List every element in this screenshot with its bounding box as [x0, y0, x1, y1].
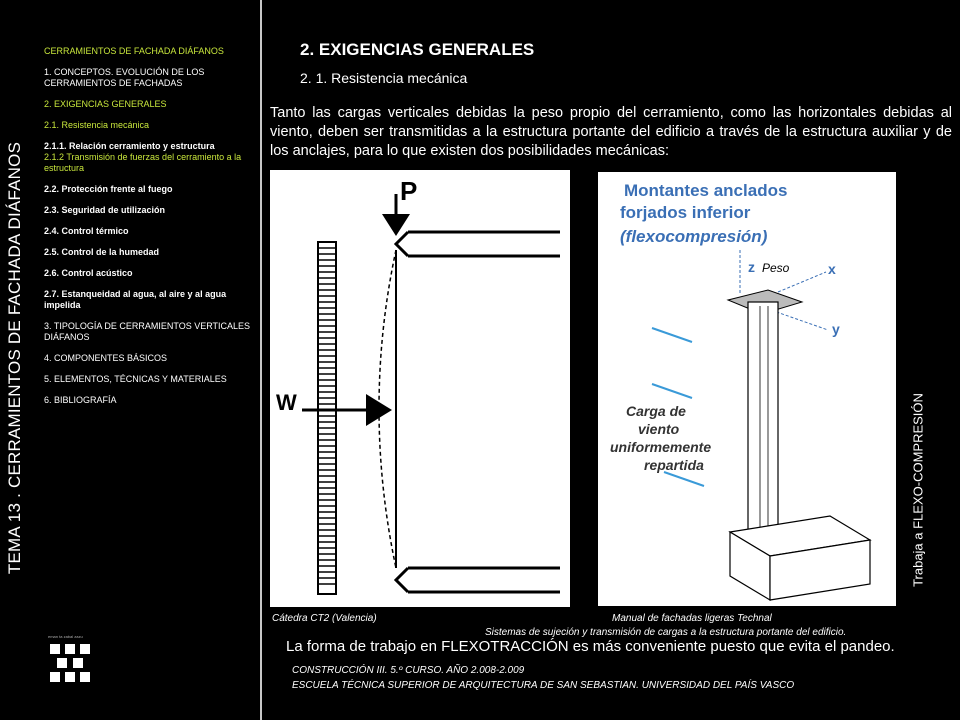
sidebar-nav [44, 46, 254, 416]
load-label-4: repartida [644, 457, 704, 473]
sidebar-item-tipologia[interactable]: 3. TIPOLOGÍA DE CERRAMIENTOS VERTICALES DIÁFANOS [44, 321, 251, 342]
axis-y-label: y [832, 321, 840, 337]
sidebar-item-bibliografia[interactable]: 6. BIBLIOGRAFÍA [44, 395, 117, 405]
sidebar-item-exigencias[interactable]: 2. EXIGENCIAS GENERALES [44, 99, 167, 109]
figure-mullion-diagram [598, 172, 896, 606]
footer-school: ESCUELA TÉCNICA SUPERIOR DE ARQUITECTURA DE SAN SEBASTIAN. UNIVERSIDAD DEL PAÍS VASCO [292, 680, 795, 691]
load-label-1: Carga de [626, 403, 686, 419]
sidebar-item-elementos[interactable]: 5. ELEMENTOS, TÉCNICAS Y MATERIALES [44, 374, 227, 384]
logo-mark-icon [48, 640, 92, 686]
university-logo [48, 634, 92, 686]
sidebar-item-componentes[interactable]: 4. COMPONENTES BÁSICOS [44, 353, 168, 363]
weight-label: Peso [762, 261, 790, 275]
caption-right: Manual de fachadas ligeras Technal [612, 613, 772, 624]
sidebar-item-seguridad[interactable]: 2.3. Seguridad de utilización [44, 205, 166, 215]
fig2-title-2: forjados inferior [620, 203, 751, 222]
footer-course: CONSTRUCCIÓN III. 5.º CURSO. AÑO 2.008-2.009 [292, 665, 525, 676]
conclusion-text: La forma de trabajo en FLEXOTRACCIÓN es más conveniente puesto que evita el pandeo. [286, 638, 895, 655]
sidebar-item-humedad[interactable]: 2.5. Control de la humedad [44, 247, 160, 257]
load-label-2: viento [638, 421, 680, 437]
side-label: Trabaja a FLEXO-COMPRESIÓN [910, 393, 926, 587]
caption-bottom: Sistemas de sujeción y transmisión de cargas a la estructura portante del edificio. [485, 627, 847, 638]
sidebar-item-acustico[interactable]: 2.6. Control acústico [44, 268, 133, 278]
sidebar-item-transmision[interactable]: 2.1.2 Transmisión de fuerzas del cerramiento a la estructura [44, 152, 242, 173]
sidebar-item-estanqueidad[interactable]: 2.7. Estanqueidad al agua, al aire y al agua impelida [44, 289, 227, 310]
sidebar-item-relacion[interactable]: 2.1.1. Relación cerramiento y estructura [44, 141, 215, 151]
force-p-label: P [400, 176, 418, 206]
fig2-title-1: Montantes anclados [624, 181, 788, 200]
logo-caption: eman ta zabal zazu [48, 634, 83, 639]
mullion-diagram [598, 172, 896, 606]
intro-paragraph: Tanto las cargas verticales debidas la peso propio del cerramiento, como las horizontales debidas al viento, deben ser transmitidas a la estructura portante del edificio a través de la estructura auxiliar y de los anclajes, para lo que existen dos posibilidades mecánicas: [270, 105, 952, 159]
page-title: 2. EXIGENCIAS GENERALES [300, 40, 535, 59]
sidebar-item-conceptos[interactable]: 1. CONCEPTOS. EVOLUCIÓN DE LOS CERRAMIENTOS DE FACHADAS [44, 67, 205, 88]
caption-left: Cátedra CT2 (Valencia) [272, 613, 377, 624]
vertical-title: TEMA 13 . CERRAMIENTOS DE FACHADA DIÁFANOS [5, 141, 24, 575]
force-w-label: W [276, 390, 297, 415]
sidebar-item-termico[interactable]: 2.4. Control térmico [44, 226, 129, 236]
axis-z-label: z [748, 259, 755, 275]
vertical-divider [260, 0, 262, 720]
sidebar-item-resistencia[interactable]: 2.1. Resistencia mecánica [44, 120, 150, 130]
load-label-3: uniformemente [610, 439, 712, 455]
figure-load-diagram [270, 170, 570, 607]
sidebar-item-section-title[interactable]: CERRAMIENTOS DE FACHADA DIÁFANOS [44, 46, 224, 56]
axis-x-label: x [828, 261, 836, 277]
beam-load-diagram [270, 170, 570, 607]
page-subtitle: 2. 1. Resistencia mecánica [300, 70, 468, 86]
fig2-title-3: (flexocompresión) [620, 227, 768, 246]
sidebar-item-fuego[interactable]: 2.2. Protección frente al fuego [44, 184, 173, 194]
